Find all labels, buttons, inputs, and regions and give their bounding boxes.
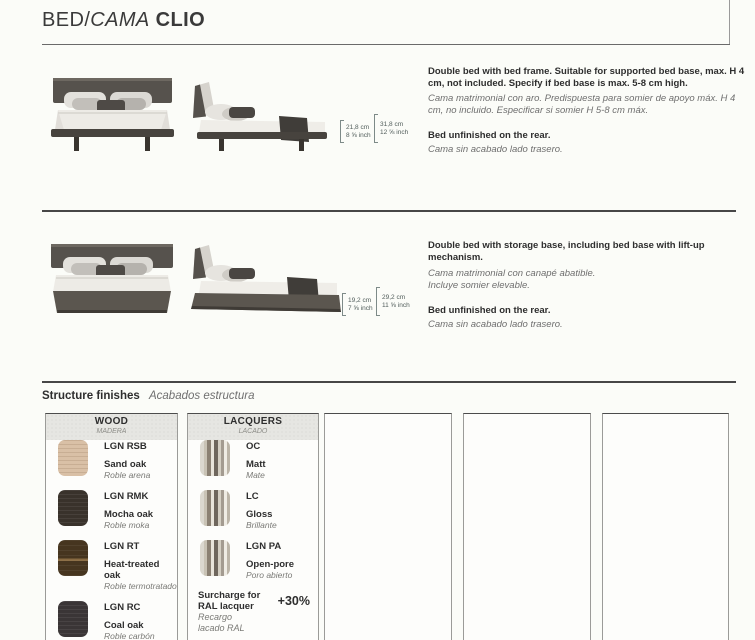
dimension-annotation bbox=[376, 287, 410, 316]
finishes-heading bbox=[42, 390, 254, 402]
lacquers-subtitle: LACADO bbox=[238, 428, 268, 435]
finish-name-es: Mate bbox=[246, 470, 265, 480]
finish-name-es: Roble termotratado bbox=[104, 581, 177, 591]
wood-swatch-heat-treated-oak bbox=[58, 540, 88, 576]
wood-header bbox=[46, 414, 177, 440]
finish-code: LGN RT bbox=[104, 541, 140, 552]
wood-finishes-box bbox=[45, 413, 178, 640]
bed-storage-side-image bbox=[183, 243, 346, 316]
dimension-inch: 12 ⅝ inch bbox=[380, 128, 409, 136]
surcharge-spanish-line1: Recargo bbox=[198, 612, 233, 622]
page-title-prefix: BED/ bbox=[42, 9, 91, 31]
wood-swatch-sand-oak bbox=[58, 440, 88, 476]
empty-finishes-box bbox=[602, 413, 729, 640]
finish-code: LGN RC bbox=[104, 602, 141, 613]
section-description bbox=[428, 240, 746, 331]
empty-finishes-box bbox=[324, 413, 452, 640]
finishes-heading-english: Structure finishes bbox=[42, 390, 140, 402]
surcharge-value: +30% bbox=[277, 594, 310, 608]
finish-name-es: Poro abierto bbox=[246, 570, 293, 580]
dimension-inch: 11 ⅝ inch bbox=[382, 301, 410, 309]
description-spanish-line1: Cama matrimonial con canapé abatible. bbox=[428, 268, 596, 279]
dimension-cm: 31,8 cm bbox=[380, 120, 404, 128]
finish-name-en: Coal oak bbox=[104, 620, 144, 631]
dimension-values bbox=[380, 121, 408, 137]
finish-item bbox=[58, 490, 177, 530]
finish-name-en: Mocha oak bbox=[104, 509, 154, 520]
page-title-model: CLIO bbox=[155, 9, 206, 31]
dimension-cm: 19,2 cm bbox=[348, 296, 372, 304]
lacquer-finishes-box bbox=[187, 413, 319, 640]
finish-item bbox=[200, 440, 318, 480]
finish-code: LGN RMK bbox=[104, 491, 149, 502]
finish-name-en: Sand oak bbox=[104, 459, 147, 470]
finish-code: LGN RSB bbox=[104, 441, 147, 452]
section-divider bbox=[42, 210, 736, 212]
lacquer-swatch-matt bbox=[200, 440, 230, 476]
rear-note-spanish: Cama sin acabado lado trasero. bbox=[428, 144, 563, 155]
dimension-bracket bbox=[340, 120, 344, 143]
ral-surcharge-note bbox=[198, 590, 318, 634]
dimension-values bbox=[346, 124, 371, 140]
title-underline bbox=[42, 44, 730, 45]
section-divider bbox=[42, 381, 736, 383]
description-spanish-line2: Incluye somier elevable. bbox=[428, 280, 530, 291]
dimension-bracket bbox=[376, 287, 380, 316]
dimension-annotation bbox=[342, 293, 373, 316]
wood-swatch-coal-oak bbox=[58, 601, 88, 637]
finish-item bbox=[58, 540, 177, 591]
dimension-inch: 8 ⅝ inch bbox=[346, 131, 371, 139]
finish-code: LGN PA bbox=[246, 541, 282, 552]
dimension-inch: 7 ⅝ inch bbox=[348, 304, 373, 312]
dimension-bracket bbox=[342, 293, 346, 316]
rear-note-english: Bed unfinished on the rear. bbox=[428, 130, 551, 141]
page-title bbox=[42, 9, 205, 32]
finish-name-es: Roble moka bbox=[104, 520, 150, 530]
bed-storage-front-image bbox=[48, 240, 176, 318]
finishes-heading-spanish: Acabados estructura bbox=[148, 390, 255, 402]
section-description bbox=[428, 66, 746, 156]
dimension-cm: 29,2 cm bbox=[382, 293, 406, 301]
dimension-bracket bbox=[374, 114, 378, 143]
finish-name-es: Brillante bbox=[246, 520, 277, 530]
dimension-values bbox=[348, 297, 373, 313]
finish-item bbox=[200, 540, 318, 580]
finish-name-en: Heat-treated oak bbox=[104, 559, 160, 581]
finish-name-es: Roble arena bbox=[104, 470, 151, 480]
lacquer-swatch-gloss bbox=[200, 490, 230, 526]
wood-subtitle: MADERA bbox=[96, 428, 127, 435]
wood-swatch-mocha-oak bbox=[58, 490, 88, 526]
page-corner-line bbox=[729, 0, 730, 44]
dimension-annotation bbox=[374, 114, 408, 143]
dimension-annotation bbox=[340, 120, 371, 143]
rear-note-english: Bed unfinished on the rear. bbox=[428, 305, 551, 316]
description-spanish: Cama matrimonial con aro. Predispuesta para somier de apoyo máx. H 4 cm, no incluido. Especificar si somier H 5-8 cm máx. bbox=[428, 93, 736, 116]
bed-frame-side-image bbox=[183, 80, 333, 152]
dimension-cm: 21,8 cm bbox=[346, 123, 370, 131]
finish-code: OC bbox=[246, 441, 261, 452]
description-english: Double bed with bed frame. Suitable for supported bed base, max. H 4 cm, not included. Specify if bed base is max. 5-8 cm high. bbox=[428, 66, 745, 89]
lacquers-title: LACQUERS bbox=[223, 416, 283, 427]
finish-item bbox=[58, 440, 177, 480]
lacquers-header bbox=[188, 414, 318, 440]
description-english: Double bed with storage base, including bed base with lift-up mechanism. bbox=[428, 240, 705, 263]
finish-item bbox=[200, 490, 318, 530]
dimension-values bbox=[382, 294, 410, 310]
lacquer-swatch-open-pore bbox=[200, 540, 230, 576]
wood-title: WOOD bbox=[94, 416, 129, 427]
empty-finishes-box bbox=[463, 413, 591, 640]
finish-name-en: Gloss bbox=[246, 509, 273, 520]
surcharge-spanish-line2: lacado RAL bbox=[198, 623, 245, 633]
page-title-spanish: CAMA bbox=[90, 9, 150, 31]
finish-name-en: Open-pore bbox=[246, 559, 295, 570]
rear-note-spanish: Cama sin acabado lado trasero. bbox=[428, 319, 563, 330]
surcharge-label: Surcharge for RAL lacquer bbox=[198, 590, 261, 612]
finish-name-es: Roble carbón bbox=[104, 631, 155, 640]
finish-item bbox=[58, 601, 177, 640]
finish-code: LC bbox=[246, 491, 259, 502]
bed-frame-front-image bbox=[50, 72, 175, 154]
finish-name-en: Matt bbox=[246, 459, 266, 470]
description-spanish bbox=[428, 268, 746, 292]
